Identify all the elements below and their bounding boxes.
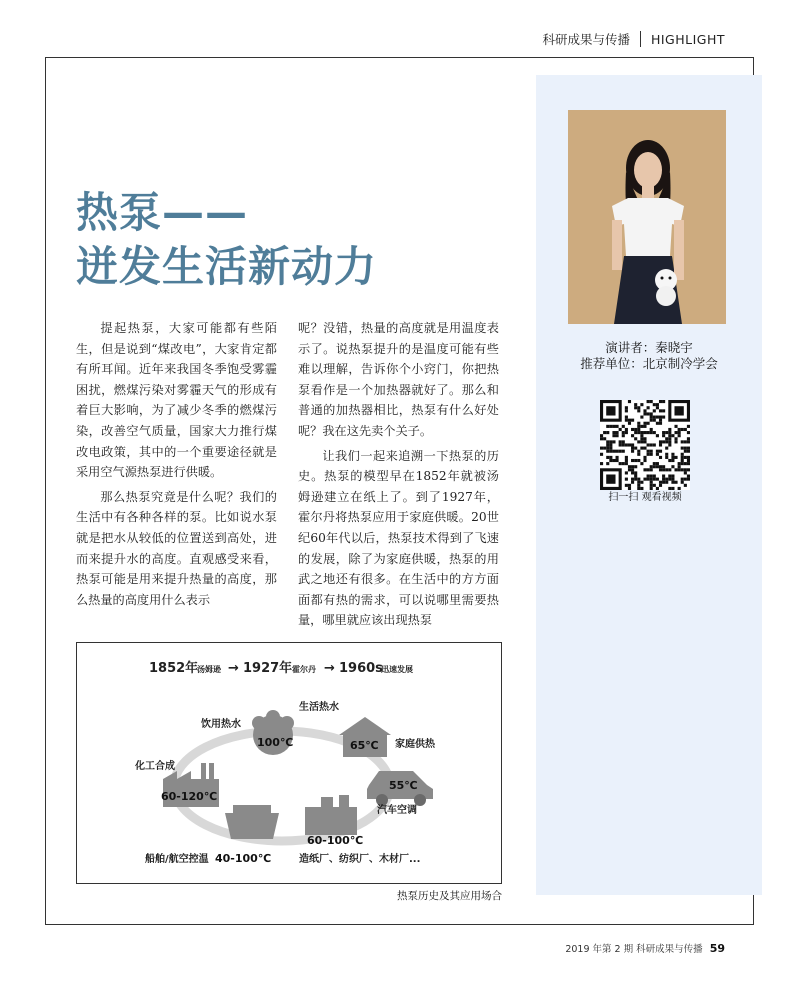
label-ship: 船舶/航空控温 — [145, 854, 209, 865]
temp-ship: 40-100℃ — [215, 852, 272, 865]
paragraph: 提起热泵，大家可能都有些陌生，但是说到“煤改电”，大家肯定都有所耳闻。近年来我国冬季饱受雾霾困扰，燃煤污染对雾霾天气的形成有着巨大影响，为了减少冬季的燃煤污染，改善空气质量，国家大力推行煤改电政策，其中的一个重要途径就是采用空气源热泵进行供暖。 — [76, 321, 277, 480]
section-tag: HIGHLIGHT — [650, 31, 725, 47]
label-chemical: 化工合成 — [135, 761, 175, 772]
timeline-arrow-1: → — [228, 661, 239, 676]
temp-car: 55℃ — [389, 779, 418, 792]
speaker-name: 演讲者：秦晓宇 — [605, 340, 693, 355]
label-drinking-water: 饮用热水 — [201, 719, 241, 730]
temp-drinking-water: 100℃ — [257, 736, 294, 749]
temp-domestic-hot-water: 65℃ — [350, 739, 379, 752]
paragraph: 呢？没错，热量的高度就是用温度表示了。说热泵提升的是温度可能有些难以理解，告诉你个小窍门，你把热泵看作是一个加热器就好了。那么和普通的加热器相比，热泵有什么好处呢？我在这先卖个关子。 — [298, 321, 499, 438]
label-home-heating: 家庭供热 — [395, 739, 435, 750]
timeline-year-2: 1927年 — [243, 661, 293, 676]
timeline-name-3: 迅速发展 — [381, 665, 413, 674]
label-car-ac: 汽车空调 — [377, 805, 417, 816]
speaker-photo — [568, 110, 726, 324]
timeline-name-2: 霍尔丹 — [292, 665, 316, 674]
timeline-year-3: 1960s — [339, 661, 383, 676]
figure-caption: 热泵历史及其应用场合 — [397, 890, 502, 902]
speaker-unit: 推荐单位：北京制冷学会 — [580, 356, 718, 371]
article-title — [76, 186, 377, 294]
qr-caption: 扫一扫 观看视频 — [608, 492, 682, 503]
page-footer — [565, 941, 725, 955]
title-line-2: 迸发生活新动力 — [76, 242, 378, 291]
temp-chemical: 60-120℃ — [161, 790, 218, 803]
issue-info: 2019 年第 2 期 科研成果与传播 — [565, 944, 703, 955]
label-domestic-hot-water: 生活热水 — [299, 702, 339, 713]
header-divider — [640, 31, 641, 47]
temp-industry: 60-100℃ — [307, 834, 364, 847]
qr-code[interactable] — [600, 400, 690, 490]
article-column-1 — [76, 318, 277, 610]
heat-pump-figure — [76, 642, 502, 884]
timeline — [149, 660, 413, 676]
section-name: 科研成果与传播 — [542, 32, 630, 47]
timeline-year-1: 1852年 — [149, 661, 199, 676]
paragraph: 那么热泵究竟是什么呢？我们的生活中有各种各样的泵。比如说水泵就是把水从较低的位置送到高处，进而来提升水的高度。直观感受来看，热泵可能是用来提升热量的高度，那么热量的高度用什么表示 — [76, 489, 277, 607]
title-line-1: 热泵—— — [76, 188, 249, 237]
timeline-name-1: 汤姆逊 — [197, 665, 221, 674]
speaker-info — [536, 340, 762, 372]
label-industry: 造纸厂、纺织厂、木材厂... — [299, 854, 421, 865]
page-header — [542, 30, 725, 48]
timeline-arrow-2: → — [324, 661, 335, 676]
page-number: 59 — [709, 942, 725, 955]
paragraph: 让我们一起来追溯一下热泵的历史。热泵的模型早在1852年就被汤姆逊建立在纸上了。到了1927年，霍尔丹将热泵应用于家庭供暖。20世纪60年代以后，热泵技术得到了飞速的发展，除了为家庭供暖，热泵的用武之地还有很多。在生活中的方方面面都有热的需求，可以说哪里需要热量，哪里就应该出现热泵 — [298, 448, 499, 628]
article-column-2 — [298, 318, 499, 631]
ship-icon — [225, 805, 279, 839]
industry-icon — [305, 795, 357, 835]
